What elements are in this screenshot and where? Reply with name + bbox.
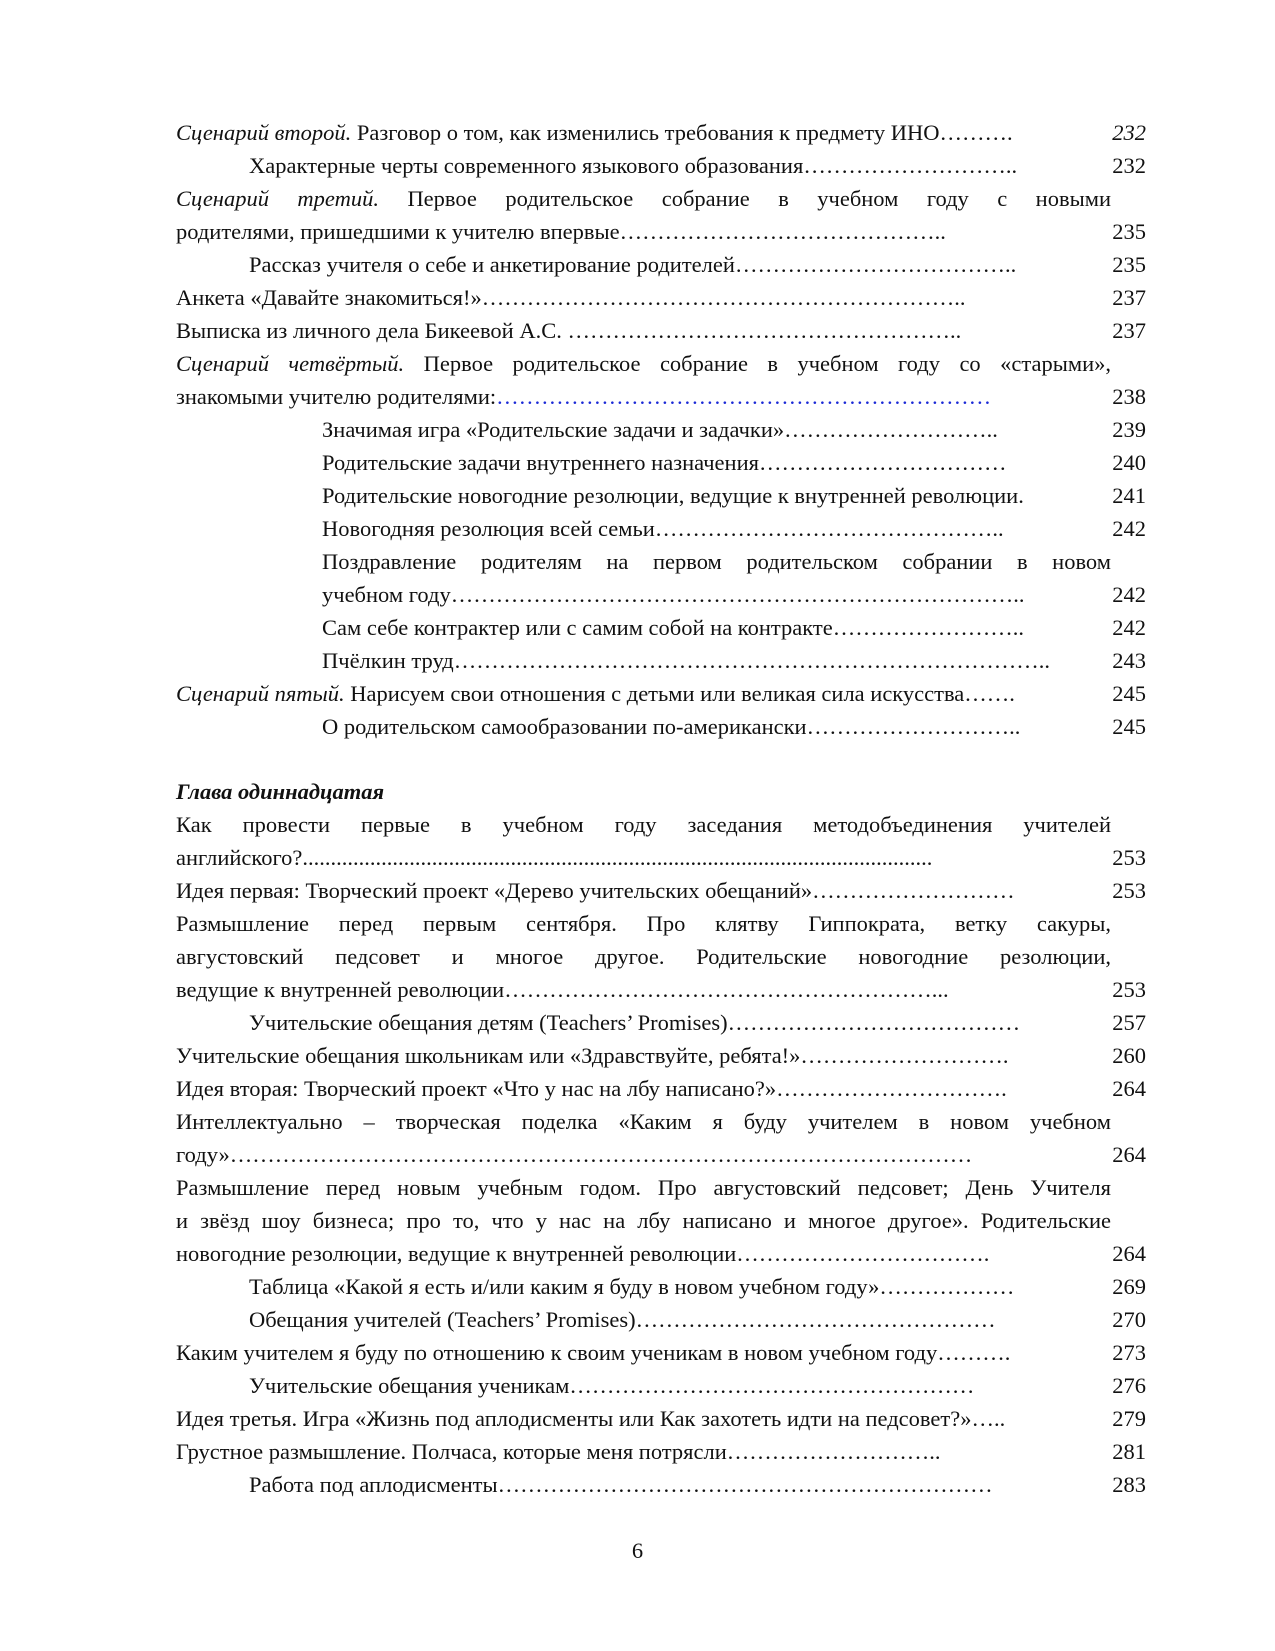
toc-entry <box>176 1204 1146 1237</box>
toc-entry <box>176 611 1146 644</box>
toc-entry <box>176 644 1146 677</box>
toc-entry-text: Новогодняя резолюция всей семьи……………………………………….. <box>322 516 1004 541</box>
toc-entry-text: учебном году………………………………………………………………….. <box>322 582 1025 607</box>
toc-entry-text: Сценарий пятый. Нарисуем свои отношения с детьми или великая сила искусства……. <box>176 681 1015 706</box>
toc-entry-text: Пчёлкин труд…………………………………………………………………….. <box>322 648 1051 673</box>
toc-entry-text: Характерные черты современного языкового образования……………………….. <box>249 153 1018 178</box>
toc-page-number: 264 <box>1112 1142 1146 1167</box>
toc-page-number: 279 <box>1112 1406 1146 1431</box>
toc-page-number: 276 <box>1112 1373 1146 1398</box>
toc-entry-text: Обещания учителей (Teachers’ Promises)………………………………………… <box>249 1307 996 1332</box>
toc-page-number: 235 <box>1112 219 1146 244</box>
toc-entry <box>176 446 1146 479</box>
toc-entry-text: Таблица «Какой я есть и/или каким я буду в новом учебном году»……………… <box>249 1274 1015 1299</box>
toc-page-number: 253 <box>1112 977 1146 1002</box>
toc-entry <box>176 479 1146 512</box>
toc-entry-text: новогодние резолюции, ведущие к внутренней революции……………………………. <box>176 1241 990 1266</box>
toc-entry-text: Размышление перед первым сентября. Про клятву Гиппократа, ветку сакуры, <box>176 911 1111 936</box>
toc-entry <box>176 281 1146 314</box>
toc-page-number: 253 <box>1112 878 1146 903</box>
toc-page-number: 239 <box>1112 417 1146 442</box>
toc-entry-text: Идея третья. Игра «Жизнь под аплодисменты или Как захотеть идти на педсовет?»….. <box>176 1406 1006 1431</box>
toc-entry <box>176 1237 1146 1270</box>
toc-entry <box>176 1369 1146 1402</box>
toc-page-number: 269 <box>1112 1274 1146 1299</box>
toc-page-number: 237 <box>1112 318 1146 343</box>
toc-entry <box>176 215 1146 248</box>
section-gap <box>176 743 1146 775</box>
scenario-label: Сценарий четвёртый. <box>176 351 405 376</box>
toc-page-number: 245 <box>1112 714 1146 739</box>
toc-entry-text: Сценарий третий. Первое родительское собрание в учебном году с новыми <box>176 186 1111 211</box>
toc-page-number: 242 <box>1112 615 1146 640</box>
toc-entry-text: и звёзд шоу бизнеса; про то, что у нас на лбу написано и многое другое». Родительские <box>176 1208 1111 1233</box>
toc-page-number: 232 <box>1112 153 1146 178</box>
toc-entry-text: Учительские обещания школьникам или «Здравствуйте, ребята!»………………………. <box>176 1043 1009 1068</box>
toc-entry-text: Сценарий второй. Разговор о том, как изменились требования к предмету ИНО………. <box>176 120 1013 145</box>
toc-entry-text: Учительские обещания ученикам……………………………………………… <box>249 1373 975 1398</box>
toc-entry <box>176 116 1146 149</box>
toc-page-number: 273 <box>1112 1340 1146 1365</box>
toc-page-number: 242 <box>1112 516 1146 541</box>
toc-entry <box>176 841 1146 874</box>
toc-entry <box>176 808 1146 841</box>
toc-page-number: 245 <box>1112 681 1146 706</box>
toc-entry-text: Рассказ учителя о себе и анкетирование родителей……………………………….. <box>249 252 1017 277</box>
toc-entry-text: Работа под аплодисменты………………………………………………………… <box>249 1472 993 1497</box>
toc-entry-text: Родительские задачи внутреннего назначения…………………………… <box>322 450 1007 475</box>
scenario-label: Сценарий третий. <box>176 186 379 211</box>
toc-entry <box>176 940 1146 973</box>
toc-page-number: 232 <box>1112 120 1146 145</box>
toc-entry-text: знакомыми учителю родителями:………………………………………………………… <box>176 384 992 409</box>
toc-entry-text: Значимая игра «Родительские задачи и задачки»……………………….. <box>322 417 998 442</box>
toc-entry-text: О родительском самообразовании по-американски……………………….. <box>322 714 1021 739</box>
toc-entry <box>176 380 1146 413</box>
toc-entry-text: Родительские новогодние резолюции, ведущие к внутренней революции. <box>322 483 1024 508</box>
toc-page-number: 238 <box>1112 384 1146 409</box>
toc-entry <box>176 1039 1146 1072</box>
toc-page-number: 241 <box>1112 483 1146 508</box>
toc-entry <box>176 149 1146 182</box>
toc-entry-text: Идея первая: Творческий проект «Дерево учительских обещаний»……………………… <box>176 878 1015 903</box>
toc-entry-text: Интеллектуально – творческая поделка «Каким я буду учителем в новом учебном <box>176 1109 1111 1134</box>
toc-entry <box>176 347 1146 380</box>
toc-entry-text: Идея вторая: Творческий проект «Что у нас на лбу написано?»…………………………. <box>176 1076 1007 1101</box>
toc-entry-text: Сам себе контрактер или с самим собой на контракте…………………….. <box>322 615 1024 640</box>
toc-entry-text: английского?................................................................................................................ <box>176 845 933 870</box>
toc-entry <box>176 1006 1146 1039</box>
toc-page-number: 260 <box>1112 1043 1146 1068</box>
toc-page-number: 264 <box>1112 1241 1146 1266</box>
toc-page-number: 283 <box>1112 1472 1146 1497</box>
toc-entry-text: августовский педсовет и многое другое. Родительские новогодние резолюции, <box>176 944 1111 969</box>
toc-entry-text: Учительские обещания детям (Teachers’ Promises)………………………………… <box>249 1010 1021 1035</box>
toc-entry <box>176 1336 1146 1369</box>
toc-entry <box>176 874 1146 907</box>
toc-entry <box>176 677 1146 710</box>
toc-entry <box>176 1468 1146 1501</box>
toc-entry <box>176 182 1146 215</box>
chapter-title: Глава одиннадцатая <box>176 779 385 804</box>
toc-page-number: 242 <box>1112 582 1146 607</box>
toc-entry <box>176 1105 1146 1138</box>
toc-entry-text: Размышление перед новым учебным годом. Про августовский педсовет; День Учителя <box>176 1175 1111 1200</box>
table-of-contents <box>176 116 1146 1501</box>
toc-entry-text: Выписка из личного дела Бикеевой А.С. …………………………………………….. <box>176 318 962 343</box>
toc-entry <box>176 545 1146 578</box>
scenario-label: Сценарий пятый. <box>176 681 345 706</box>
toc-entry <box>176 413 1146 446</box>
scenario-label: Сценарий второй. <box>176 120 352 145</box>
toc-page-number: 235 <box>1112 252 1146 277</box>
toc-entry <box>176 907 1146 940</box>
toc-entry <box>176 973 1146 1006</box>
toc-entry-text: Грустное размышление. Полчаса, которые меня потрясли……………………….. <box>176 1439 941 1464</box>
toc-entry-text: ведущие к внутренней революции…………………………………………………... <box>176 977 949 1002</box>
toc-entry <box>176 578 1146 611</box>
toc-entry-text: Анкета «Давайте знакомиться!»……………………………………………………….. <box>176 285 966 310</box>
page-number: 6 <box>631 1538 644 1563</box>
toc-entry <box>176 1270 1146 1303</box>
toc-entry <box>176 1303 1146 1336</box>
toc-page-number: 253 <box>1112 845 1146 870</box>
toc-page-number: 264 <box>1112 1076 1146 1101</box>
toc-page-number: 240 <box>1112 450 1146 475</box>
toc-entry-text: Поздравление родителям на первом родительском собрании в новом <box>322 549 1111 574</box>
toc-entry-text: Как провести первые в учебном году заседания методобъединения учителей <box>176 812 1111 837</box>
toc-page-number: 281 <box>1112 1439 1146 1464</box>
toc-entry <box>176 1072 1146 1105</box>
toc-page-number: 270 <box>1112 1307 1146 1332</box>
toc-entry <box>176 248 1146 281</box>
toc-entry-text: Сценарий четвёртый. Первое родительское собрание в учебном году со «старыми», <box>176 351 1111 376</box>
toc-entry <box>176 710 1146 743</box>
toc-page-number: 257 <box>1112 1010 1146 1035</box>
toc-entry <box>176 512 1146 545</box>
toc-entry <box>176 1138 1146 1171</box>
toc-page-number: 243 <box>1112 648 1146 673</box>
toc-entry <box>176 1171 1146 1204</box>
toc-entry-text: году»……………………………………………………………………………………… <box>176 1142 973 1167</box>
toc-entry <box>176 1435 1146 1468</box>
toc-page-number: 237 <box>1112 285 1146 310</box>
toc-entry <box>176 314 1146 347</box>
toc-entry-text: родителями, пришедшими к учителю впервые…………………………………….. <box>176 219 946 244</box>
toc-entry-text: Каким учителем я буду по отношению к своим ученикам в новом учебном году………. <box>176 1340 1011 1365</box>
toc-entry <box>176 1402 1146 1435</box>
